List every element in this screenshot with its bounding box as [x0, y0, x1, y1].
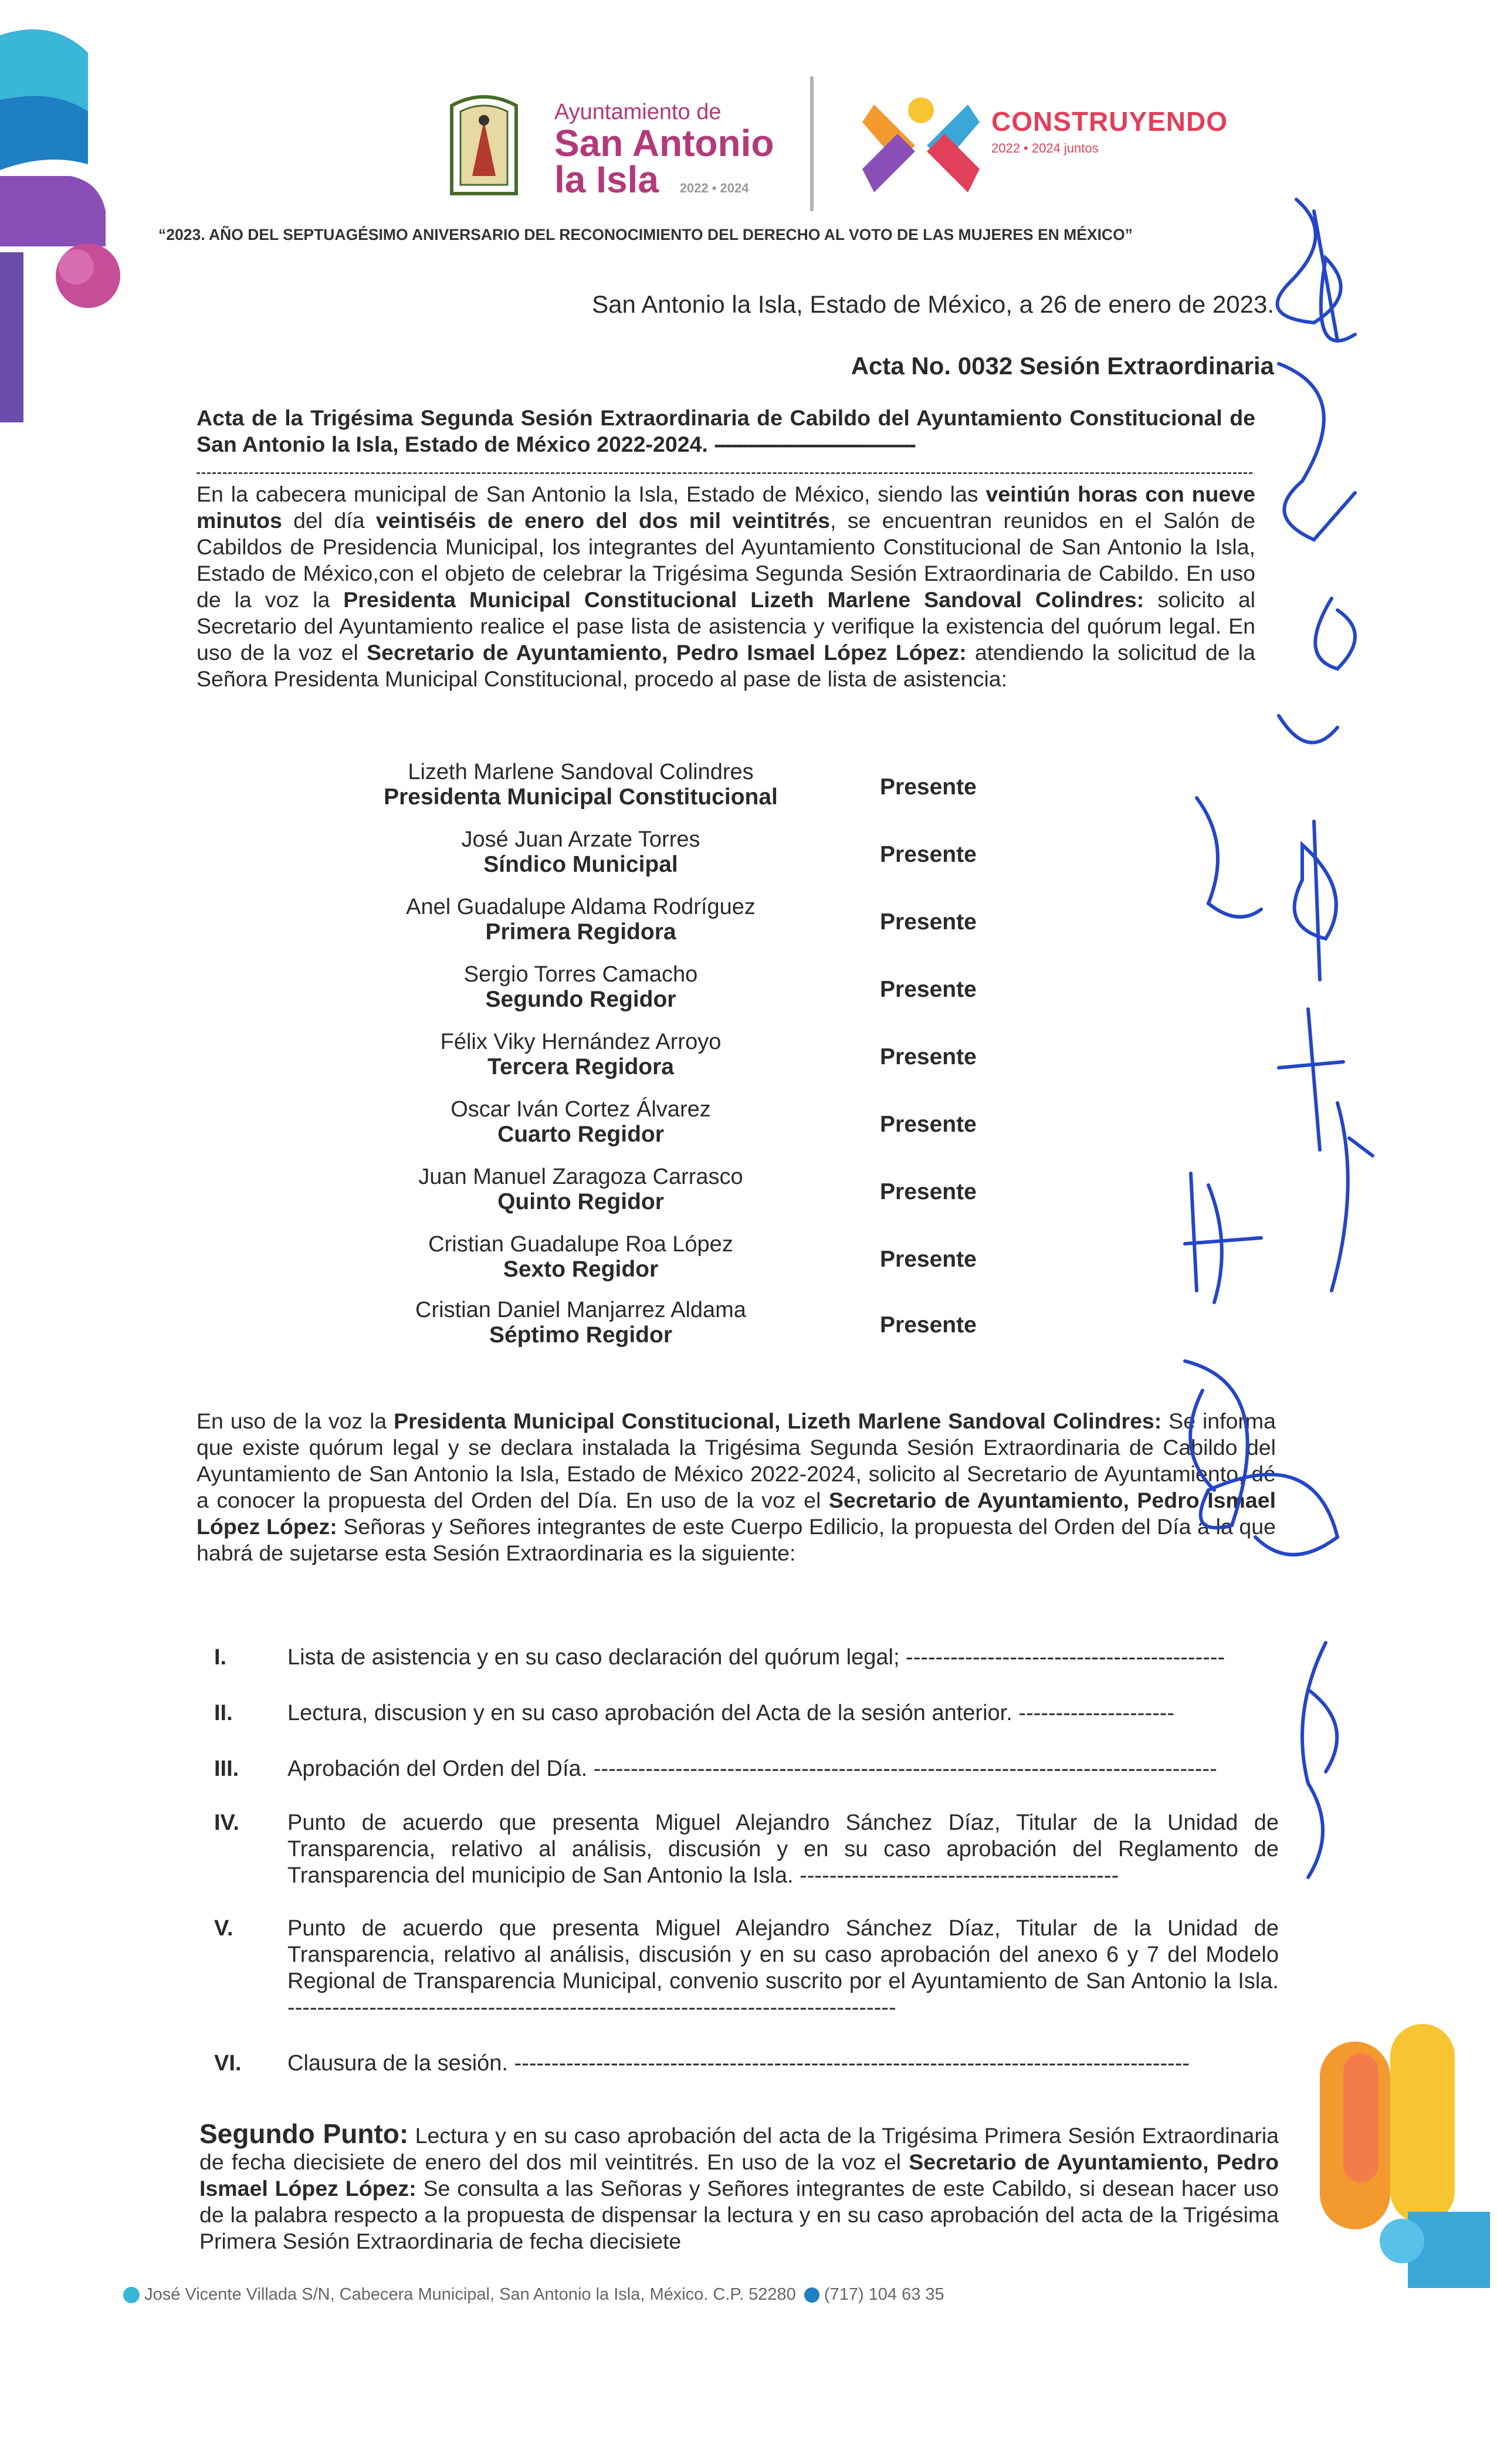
attendance-status: Presente — [880, 842, 977, 867]
intro-text-1: En la cabecera municipal de San Antonio la Isla, Estado de México, siendo las — [197, 482, 986, 506]
agenda-text: Lectura, discusion y en su caso aprobación del Acta de la sesión anterior. --------------------- — [287, 1701, 1175, 1725]
member-role: Primera Regidora — [485, 919, 676, 945]
agenda-item — [214, 1915, 1279, 2024]
attendance-status: Presente — [880, 1044, 977, 1069]
attendance-status: Presente — [880, 1312, 977, 1338]
second-point-bold-1: Secretario de Ayuntamiento, Pedro Ismael López López: — [199, 2150, 1279, 2201]
intro-text-2: del día — [282, 508, 376, 533]
agenda-number: II. — [214, 1701, 233, 1725]
construyendo-logo-icon — [862, 87, 980, 204]
agenda-item — [214, 1700, 1279, 1729]
attendance-row — [352, 1030, 1044, 1094]
quorum-bold-2: Secretario de Ayuntamiento, Pedro Ismael López López: — [197, 1488, 1276, 1539]
municipality-name-line1: San Antonio — [554, 122, 774, 164]
agenda-text: Aprobación del Orden del Día. ------------------------------------------------------------------------------------ — [287, 1756, 1217, 1781]
second-point-text-1: Lectura y en su caso aprobación del acta de la Trigésima Primera Sesión Extraordinaria de fecha diecisiete de enero del dos mil veintitrés. En uso de la voz el — [199, 2123, 1279, 2174]
intro-bold-4: Secretario de Ayuntamiento, Pedro Ismael López López: — [367, 640, 967, 665]
phone-icon — [804, 2287, 819, 2303]
agenda-number: III. — [214, 1756, 239, 1781]
intro-text-3: , se encuentran reunidos en el Salón de Cabildos de Presidencia Municipal, los integrantes del Ayuntamiento Constitucional de San Antonio la Isla, Estado de México,con el objeto de celebrar la Trigésima Segunda Sesión Extraordinaria de Cabildo. En uso de la voz la — [197, 508, 1255, 612]
attendance-status: Presente — [880, 977, 977, 1002]
attendance-row — [352, 760, 1044, 824]
member-name: Cristian Guadalupe Roa López — [428, 1232, 733, 1257]
agenda-item — [214, 1644, 1279, 1674]
attendance-row — [352, 1165, 1044, 1229]
agenda-number: IV. — [214, 1810, 239, 1835]
intro-paragraph — [197, 481, 1255, 692]
agenda-item — [214, 1756, 1279, 1785]
intro-bold-1: veintiún horas con nueve minutos — [197, 482, 1255, 533]
agenda-text: Punto de acuerdo que presenta Miguel Alejandro Sánchez Díaz, Titular de la Unidad de Transparencia, relativo al análisis, discusión y en su caso aprobación del anexo 6 y 7 del Modelo Regional de Transparencia Municipal, convenio suscrito por el Ayuntamiento de San Antonio la Isla. ---------------------------------------------------------------------------------- — [287, 1916, 1279, 2020]
attendance-status: Presente — [880, 774, 977, 800]
agenda-item — [214, 2050, 1279, 2080]
member-name: Sergio Torres Camacho — [463, 962, 698, 987]
member-role: Tercera Regidora — [487, 1054, 674, 1079]
intro-text-4: solicito al Secretario del Ayuntamiento realice el pase lista de asistencia y verifique la existencia del quórum legal. En uso de la voz el — [197, 587, 1255, 665]
agenda-text: Punto de acuerdo que presenta Miguel Alejandro Sánchez Díaz, Titular de la Unidad de Transparencia, relativo al análisis, discusión y en su caso aprobación del Reglamento de Transparencia del municipio de San Antonio la Isla. ------------------------------------------- — [287, 1810, 1279, 1888]
agenda-text: Lista de asistencia y en su caso declaración del quórum legal; ------------------------------------------- — [287, 1645, 1225, 1670]
quorum-text-3: Señoras y Señores integrantes de este Cuerpo Edilicio, la propuesta del Orden del Día a la que habrá de sujetarse esta Sesión Extraordinaria es la siguiente: — [197, 1514, 1276, 1565]
handwritten-signatures — [1161, 188, 1490, 2194]
member-role: Síndico Municipal — [483, 852, 678, 877]
second-point-lead: Segundo Punto: — [199, 2121, 409, 2149]
attendance-row — [352, 895, 1044, 959]
quorum-bold-1: Presidenta Municipal Constitucional, Lizeth Marlene Sandoval Colindres: — [394, 1409, 1162, 1433]
attendance-row — [352, 962, 1044, 1027]
member-name: Oscar Iván Cortez Álvarez — [451, 1097, 711, 1122]
agenda-number: V. — [214, 1916, 233, 1941]
title-divider — [197, 472, 1252, 474]
quorum-paragraph — [197, 1408, 1276, 1566]
footer — [123, 2285, 944, 2304]
member-name: Anel Guadalupe Aldama Rodríguez — [406, 895, 756, 919]
member-role: Quinto Regidor — [497, 1189, 664, 1214]
attendance-row — [352, 1232, 1044, 1297]
year-motto: “2023. AÑO DEL SEPTUAGÉSIMO ANIVERSARIO DEL RECONOCIMIENTO DEL DERECHO AL VOTO DE LAS MUJERES EN MÉXICO” — [158, 226, 1133, 243]
attendance-row — [352, 1097, 1044, 1162]
location-icon — [123, 2287, 140, 2303]
construyendo-title: CONSTRUYENDO — [991, 106, 1228, 137]
ayuntamiento-logo-text — [554, 100, 774, 207]
agenda-text: Clausura de la sesión. ------------------------------------------------------------------------------------------- — [287, 2051, 1190, 2076]
attendance-status: Presente — [880, 909, 977, 935]
vertical-divider-text — [807, 76, 817, 211]
place-date: San Antonio la Isla, Estado de México, a 26 de enero de 2023. — [592, 290, 1274, 318]
ayuntamiento-label: Ayuntamiento de — [554, 100, 722, 124]
acta-title — [197, 405, 1255, 458]
municipality-name-line2: la Isla — [554, 158, 659, 201]
member-role: Segundo Regidor — [485, 987, 676, 1012]
agenda-number: VI. — [214, 2051, 242, 2076]
member-role: Séptimo Regidor — [489, 1322, 673, 1348]
member-role: Sexto Regidor — [503, 1257, 659, 1282]
member-name: Félix Viky Hernández Arroyo — [440, 1030, 722, 1054]
member-name: Cristian Daniel Manjarrez Aldama — [415, 1298, 746, 1322]
member-role: Cuarto Regidor — [497, 1122, 664, 1147]
member-name: José Juan Arzate Torres — [461, 827, 700, 852]
footer-address: José Vicente Villada S/N, Cabecera Municipal, San Antonio la Isla, México. C.P. 52280 — [144, 2285, 796, 2304]
intro-bold-3: Presidenta Municipal Constitucional Lizeth Marlene Sandoval Colindres: — [343, 587, 1144, 612]
quorum-text-2: Se informa que existe quórum legal y se declara instalada la Trigésima Segunda Sesión Extraordinaria de Cabildo del Ayuntamiento de San Antonio la Isla, Estado de México 2022-2024, solicito al Secretario de Ayuntamiento, dé a conocer la propuesta del Orden del Día. En uso de la voz el — [197, 1409, 1276, 1512]
attendance-row — [352, 827, 1044, 892]
attendance-status: Presente — [880, 1179, 977, 1204]
acta-number: Acta No. 0032 Sesión Extraordinaria — [851, 352, 1274, 380]
member-name: Juan Manuel Zaragoza Carrasco — [418, 1165, 743, 1189]
attendance-status: Presente — [880, 1112, 977, 1137]
attendance-row — [352, 1298, 1044, 1362]
municipal-seal-icon — [446, 88, 522, 205]
intro-text-5: atendiendo la solicitud de la Señora Presidenta Municipal Constitucional, procedo al pase de lista de asistencia: — [197, 640, 1255, 691]
left-decoration — [0, 0, 153, 422]
member-role: Presidenta Municipal Constitucional — [384, 784, 778, 810]
quorum-text-1: En uso de la voz la — [197, 1409, 394, 1433]
construyendo-subtitle: 2022 • 2024 juntos — [991, 141, 1099, 155]
agenda-item — [214, 1810, 1279, 1892]
second-point-text-2: Se consulta a las Señoras y Señores integrantes de este Cabildo, si desean hacer uso de la palabra respecto a la propuesta de dispensar la lectura y en su caso aprobación del acta de la Trigésima Primera Sesión Extraordinaria de fecha diecisiete — [199, 2176, 1279, 2253]
acta-title-dashes: ------------------------------------ — [714, 432, 915, 456]
second-point-paragraph — [199, 2121, 1279, 2253]
administration-years: 2022 • 2024 — [679, 181, 749, 195]
member-name: Lizeth Marlene Sandoval Colindres — [408, 760, 754, 784]
acta-title-text: Acta de la Trigésima Segunda Sesión Extraordinaria de Cabildo del Ayuntamiento Constitucional de San Antonio la Isla, Estado de México 2022-2024. — [197, 405, 1255, 456]
agenda-number: I. — [214, 1645, 227, 1670]
attendance-status: Presente — [880, 1247, 977, 1272]
footer-phone: (717) 104 63 35 — [824, 2285, 944, 2304]
intro-bold-2: veintiséis de enero del dos mil veintitrés — [375, 508, 831, 533]
